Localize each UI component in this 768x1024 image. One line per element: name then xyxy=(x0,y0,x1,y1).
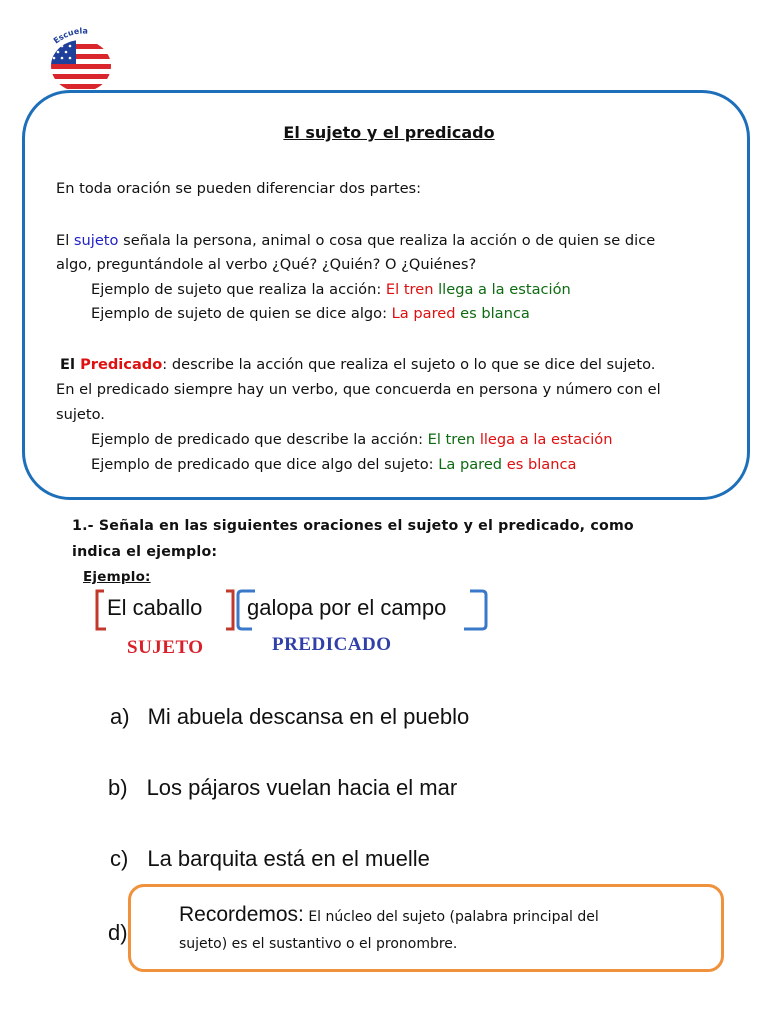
sentence-letter: d) xyxy=(108,920,128,945)
sentence-c xyxy=(110,846,430,872)
reminder-title: Recordemos: xyxy=(179,903,304,926)
predicate-definition-line2: En el predicado siempre hay un verbo, que concuerda en persona y número con el xyxy=(56,381,661,398)
subject-definition-line2: algo, preguntándole al verbo ¿Qué? ¿Quién? O ¿Quiénes? xyxy=(56,256,477,273)
sentence-b xyxy=(108,775,457,801)
school-logo xyxy=(46,22,116,94)
predicate-bracket-right xyxy=(464,591,486,629)
subject-bracket-right xyxy=(226,591,233,629)
example-subject: El caballo xyxy=(107,595,203,620)
sentence-text: La barquita está en el muelle xyxy=(147,846,430,871)
subject-bracket-left xyxy=(97,591,106,629)
sentence-text: Los pájaros vuelan hacia el mar xyxy=(146,775,458,800)
exercise-instruction-line1: 1.- Señala en las siguientes oraciones el sujeto y el predicado, como xyxy=(72,518,634,534)
subject-keyword: sujeto xyxy=(73,232,119,249)
sentence-letter: c) xyxy=(110,846,129,871)
sentence-d xyxy=(108,920,128,946)
subject-definition-line1: El sujeto señala la persona, animal o cosa que realiza la acción o de quien se dice xyxy=(56,232,656,249)
predicate-example-1: Ejemplo de predicado que describe la acción: El tren llega a la estación xyxy=(91,431,613,448)
reminder-box xyxy=(128,884,724,972)
reminder-text-line2: sujeto) es el sustantivo o el pronombre. xyxy=(179,936,458,952)
reminder-line1 xyxy=(179,903,599,927)
theory-box xyxy=(22,90,750,500)
exercise-instruction-line2: indica el ejemplo: xyxy=(72,544,218,560)
predicate-tag: PREDICADO xyxy=(272,634,392,655)
reminder-text-line1: El núcleo del sujeto (palabra principal del xyxy=(303,909,599,925)
flag-logo-icon xyxy=(46,22,116,94)
sentence-letter: a) xyxy=(110,704,130,729)
subject-example-1: Ejemplo de sujeto que realiza la acción: El tren llega a la estación xyxy=(91,281,571,298)
predicate-keyword: Predicado xyxy=(80,356,163,373)
predicate-definition-line1: El Predicado: describe la acción que realiza el sujeto o lo que se dice del sujeto. xyxy=(60,356,656,373)
example-label: Ejemplo: xyxy=(83,569,151,585)
sentence-text: Mi abuela descansa en el pueblo xyxy=(147,704,470,729)
logo-text: Escuela xyxy=(51,26,89,46)
example-predicate: galopa por el campo xyxy=(247,595,447,620)
intro-text: En toda oración se pueden diferenciar dos partes: xyxy=(56,180,422,197)
predicate-example-2: Ejemplo de predicado que dice algo del sujeto: La pared es blanca xyxy=(91,456,577,473)
subject-example-2: Ejemplo de sujeto de quien se dice algo: La pared es blanca xyxy=(91,305,530,322)
predicate-definition-line3: sujeto. xyxy=(56,406,105,423)
theory-title: El sujeto y el predicado xyxy=(283,123,495,142)
subject-tag: SUJETO xyxy=(127,637,204,658)
sentence-a xyxy=(110,704,469,730)
sentence-letter: b) xyxy=(108,775,128,800)
